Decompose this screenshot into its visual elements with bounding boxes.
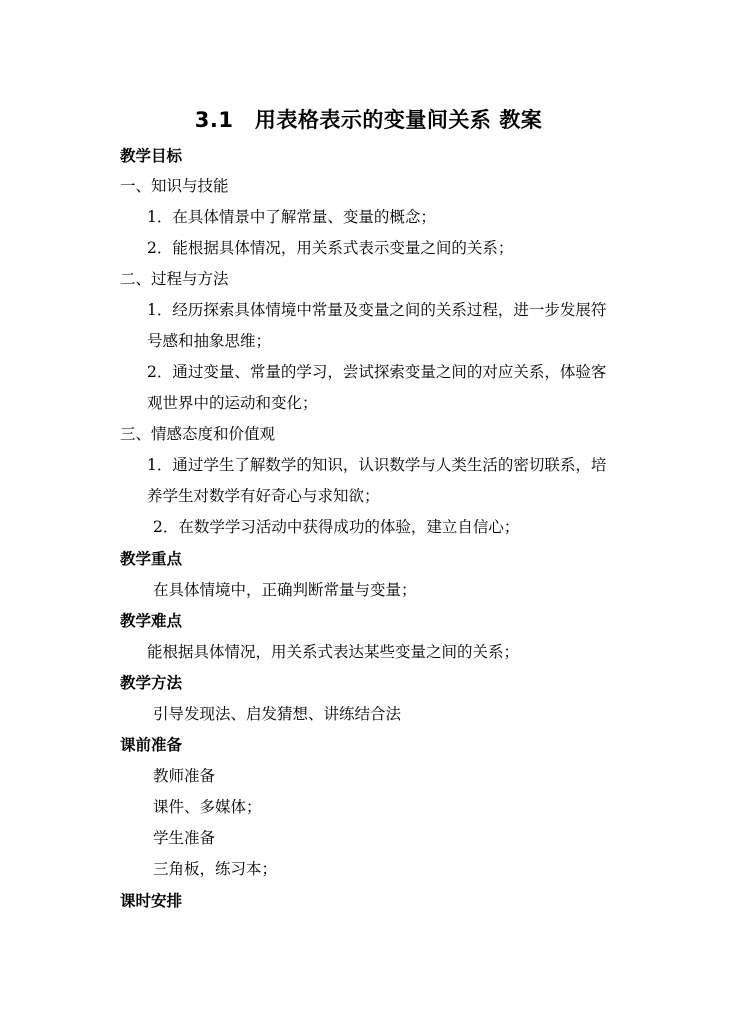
knowledge-item-2: 2．能根据具体情况，用关系式表示变量之间的关系；	[147, 239, 514, 257]
process-heading: 二、过程与方法	[120, 270, 229, 288]
process-item-2-line-2: 观世界中的运动和变化；	[147, 394, 318, 412]
teacher-preparation-items: 课件、多媒体；	[153, 798, 262, 816]
key-points-heading: 教学重点	[120, 550, 183, 568]
attitude-item-1-line-2: 养学生对数学有好奇心与求知欲；	[147, 487, 380, 505]
student-preparation-items: 三角板，练习本；	[153, 860, 278, 878]
attitude-item-1-line-1: 1．通过学生了解数学的知识，认识数学与人类生活的密切联系，培	[147, 456, 607, 474]
document-title: 3.1 用表格表示的变量间关系 教案	[194, 108, 543, 132]
process-item-2-line-1: 2．通过变量、常量的学习，尝试探索变量之间的对应关系，体验客	[147, 363, 607, 381]
key-points-text: 在具体情境中，正确判断常量与变量；	[153, 581, 417, 599]
teacher-preparation-heading: 教师准备	[153, 767, 216, 785]
difficulties-heading: 教学难点	[120, 612, 183, 630]
knowledge-heading: 一、知识与技能	[120, 177, 229, 195]
process-item-1-line-2: 号感和抽象思维；	[147, 332, 272, 350]
objectives-heading: 教学目标	[120, 147, 183, 165]
process-item-1-line-1: 1．经历探索具体情境中常量及变量之间的关系过程，进一步发展符	[147, 301, 607, 319]
schedule-heading: 课时安排	[120, 892, 183, 910]
methods-text: 引导发现法、启发猜想、讲练结合法	[153, 705, 402, 723]
student-preparation-heading: 学生准备	[153, 829, 216, 847]
difficulties-text: 能根据具体情况，用关系式表达某些变量之间的关系；	[147, 643, 520, 661]
attitude-item-2: 2．在数学学习活动中获得成功的体验，建立自信心；	[153, 518, 520, 536]
attitude-heading: 三、情感态度和价值观	[120, 425, 276, 443]
preparation-heading: 课前准备	[120, 736, 183, 754]
methods-heading: 教学方法	[120, 674, 183, 692]
knowledge-item-1: 1．在具体情景中了解常量、变量的概念；	[147, 208, 436, 226]
